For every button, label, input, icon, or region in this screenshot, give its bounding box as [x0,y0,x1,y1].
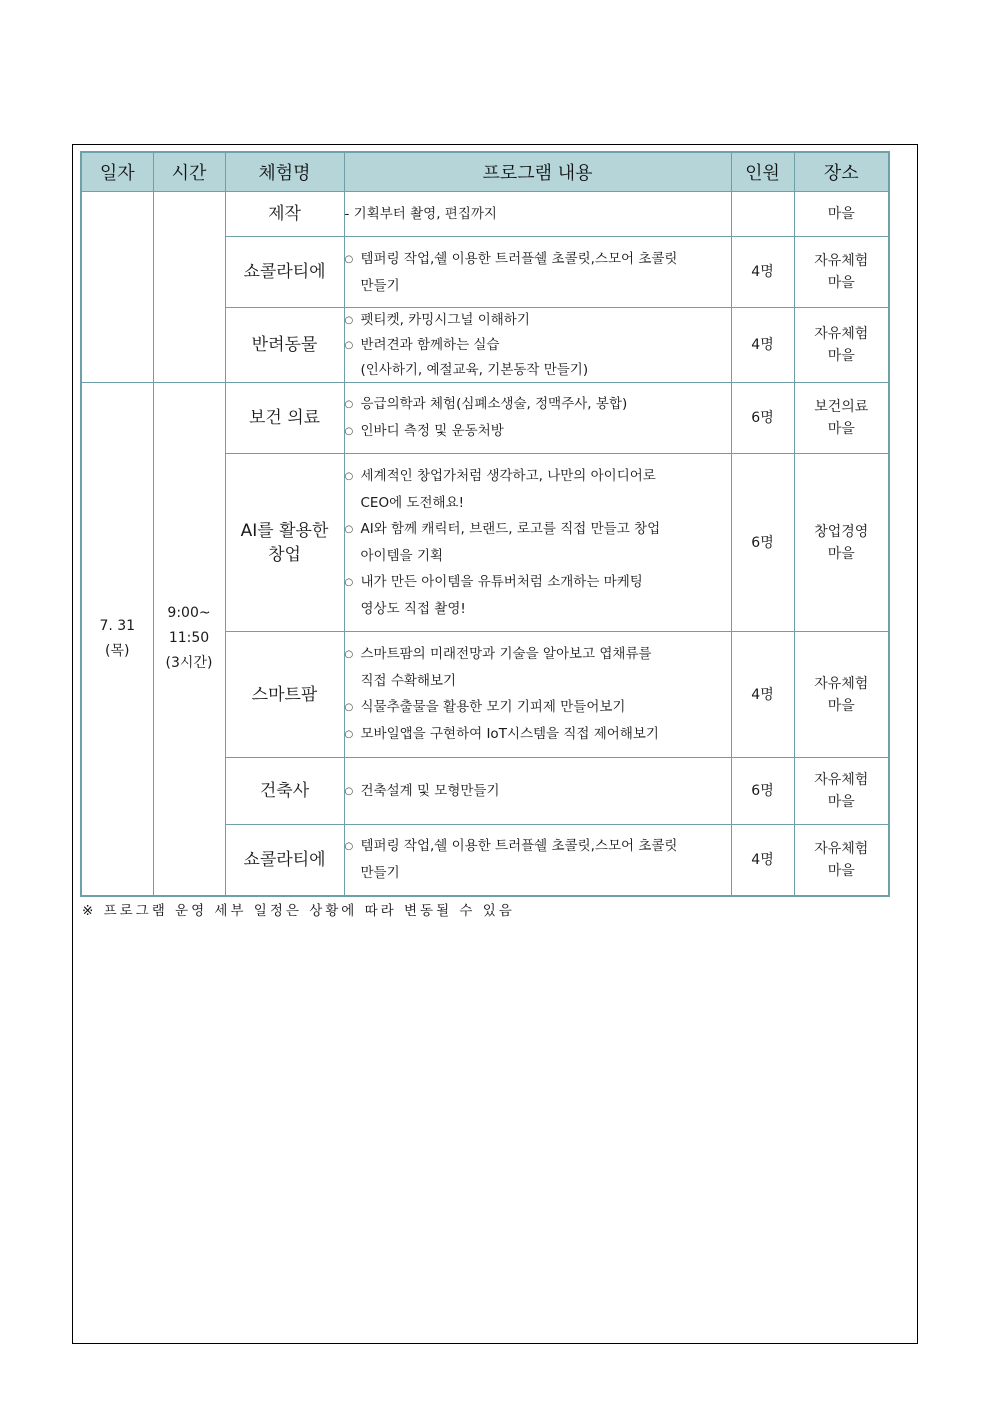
header-program-name: 체험명 [225,152,344,192]
capacity: 6명 [731,383,794,454]
program-name: 스마트팜 [225,632,344,758]
content-line: CEO에 도전해요! [360,495,464,511]
date-cell: 7. 31 (목) [81,383,153,896]
capacity: 4명 [731,308,794,383]
program-content [344,632,731,758]
program-name: AI를 활용한 창업 [225,454,344,632]
bullet-icon: ○ [344,340,354,351]
content-line: ○ 건축설계 및 모형만들기 [345,778,731,805]
place: 자유체험 마을 [794,758,889,825]
capacity: 6명 [731,454,794,632]
time-cell: 9:00~ 11:50 (3시간) [153,383,225,896]
place: 창업경영 마을 [794,454,889,632]
capacity: 4명 [731,825,794,896]
content-line: ○ 식물추출물을 활용한 모기 기피제 만들어보기 [345,694,731,721]
place: 마을 [794,192,889,237]
table-row [81,383,889,454]
content-line: 만들기 [360,277,400,294]
program-content [344,758,731,825]
content-line: ○ 인바디 측정 및 운동처방 [345,418,731,445]
header-content: 프로그램 내용 [344,152,731,192]
capacity: 6명 [731,758,794,825]
place: 자유체험 마을 [794,632,889,758]
program-content [344,308,731,383]
bullet-icon: ○ [344,577,354,588]
bullet-icon: ○ [344,471,354,482]
header-date: 일자 [81,152,153,192]
place: 보건의료 마을 [794,383,889,454]
capacity: 4명 [731,237,794,308]
content-line: ○ 펫티켓, 카밍시그널 이해하기 [345,308,731,333]
bullet-icon: ○ [344,785,354,797]
schedule-note: ※ 프로그램 운영 세부 일정은 상황에 따라 변동될 수 있음 [82,903,515,919]
header-row [81,152,889,192]
program-name: 반려동물 [225,308,344,383]
program-content [344,237,731,308]
program-content [344,192,731,237]
bullet-icon: ○ [344,399,354,410]
time-cell-previous [153,192,225,383]
content-line: ○ 응급의학과 체험(심폐소생술, 정맥주사, 봉합) [345,391,731,418]
content-line: ○ AI와 함께 캐릭터, 브랜드, 로고를 직접 만들고 창업 [345,516,731,543]
place: 자유체험 마을 [794,308,889,383]
content-line: ○ 템퍼링 작업,쉘 이용한 트러플쉘 초콜릿,스모어 초콜릿 [345,246,731,273]
header-place: 장소 [794,152,889,192]
content-line: ○ 반려견과 함께하는 실습 [345,333,731,358]
content-line: ○ 모바일앱을 구현하여 IoT시스템을 직접 제어해보기 [345,721,731,748]
capacity [731,192,794,237]
content-line: ○ 스마트팜의 미래전망과 기술을 알아보고 엽채류를 [345,641,731,668]
bullet-icon: ○ [344,841,354,853]
bullet-icon: ○ [344,253,354,265]
content-line: (인사하기, 예절교육, 기본동작 만들기) [360,362,589,378]
table-row [81,192,889,237]
content-line: ○ 내가 만든 아이템을 유튜버처럼 소개하는 마케팅 [345,569,731,596]
content-line: 아이템을 기획 [360,548,444,564]
program-schedule-table [80,151,890,897]
program-name: 제작 [225,192,344,237]
content-line: ○ 세계적인 창업가처럼 생각하고, 나만의 아이디어로 [345,463,731,490]
date-cell-previous [81,192,153,383]
content-line: 직접 수확해보기 [360,673,457,689]
place: 자유체험 마을 [794,237,889,308]
program-name: 쇼콜라티에 [225,237,344,308]
bullet-icon: ○ [344,649,354,660]
header-capacity: 인원 [731,152,794,192]
program-content [344,454,731,632]
header-time: 시간 [153,152,225,192]
bullet-icon: ○ [344,426,354,437]
bullet-icon: ○ [344,524,354,535]
bullet-icon: ○ [344,729,354,740]
program-content [344,383,731,454]
bullet-icon: ○ [344,702,354,713]
program-name: 보건 의료 [225,383,344,454]
program-name: 쇼콜라티에 [225,825,344,896]
bullet-icon: ○ [344,315,354,326]
content-line: ○ 템퍼링 작업,쉘 이용한 트러플쉘 초콜릿,스모어 초콜릿 [345,833,731,860]
program-content [344,825,731,896]
content-line: - 기획부터 촬영, 편집까지 [344,206,497,222]
program-name: 건축사 [225,758,344,825]
content-line: 영상도 직접 촬영! [360,601,466,617]
place: 자유체험 마을 [794,825,889,896]
content-line: 만들기 [360,865,400,882]
capacity: 4명 [731,632,794,758]
